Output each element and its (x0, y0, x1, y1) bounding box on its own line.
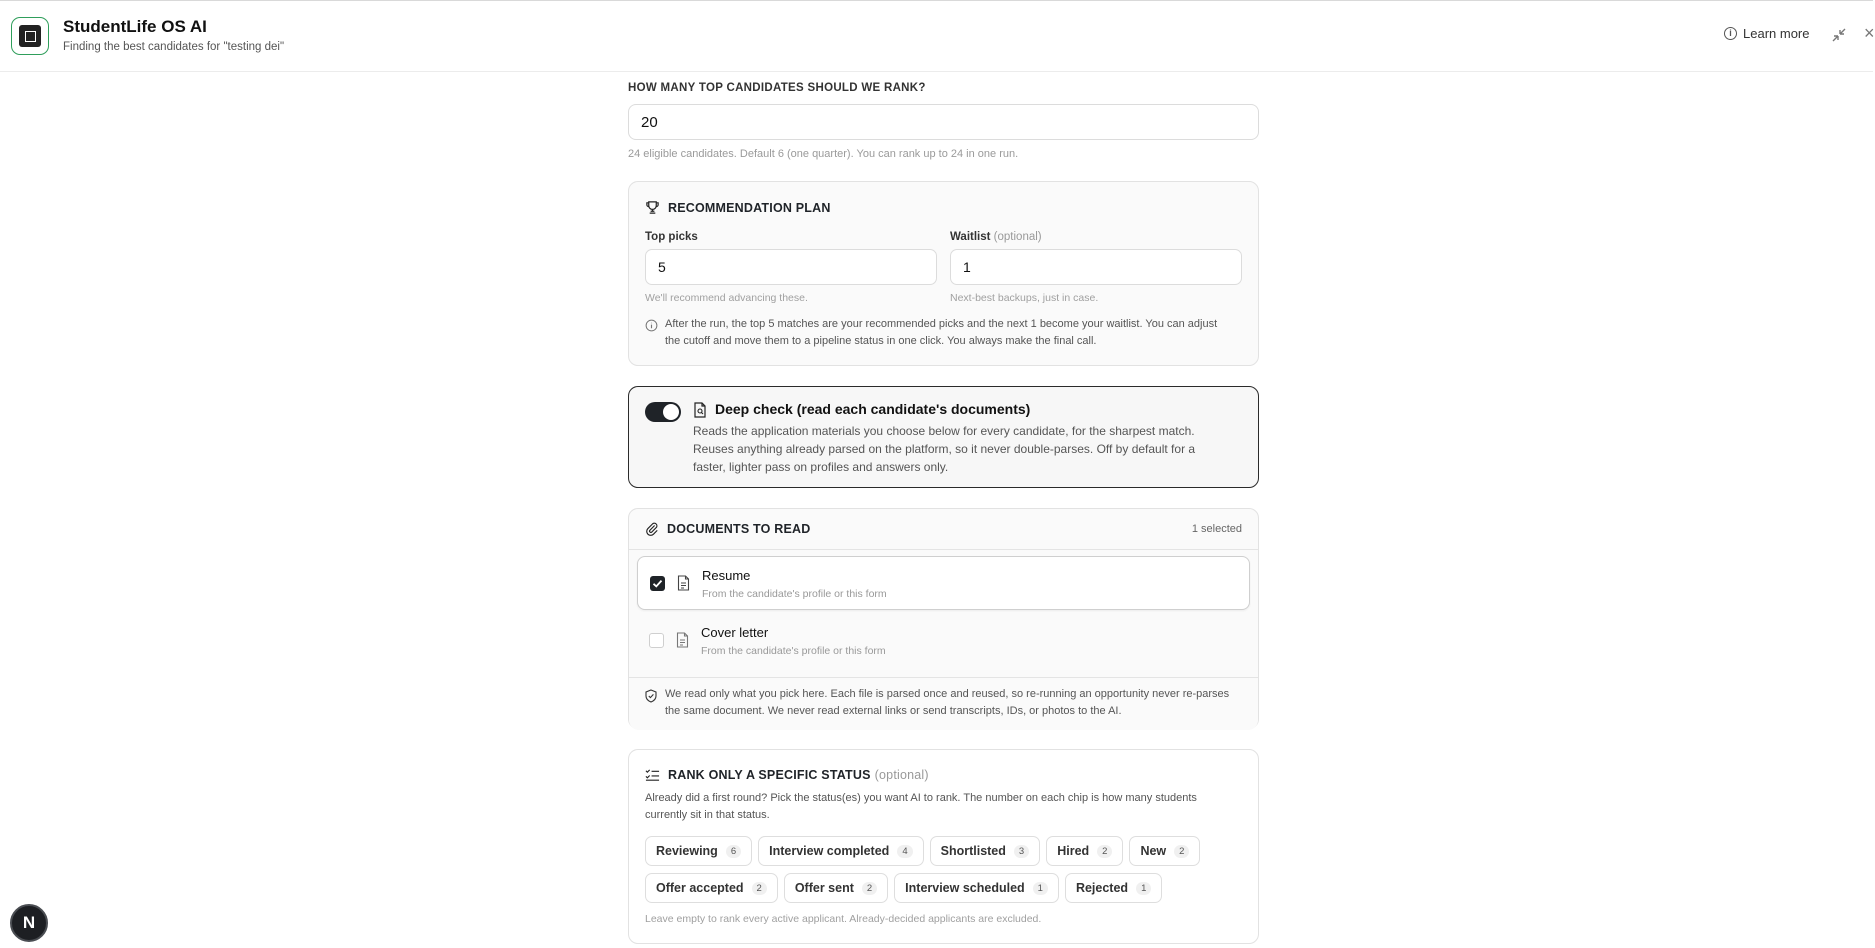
status-chip-count: 2 (1097, 845, 1112, 858)
rank-count-hint: 24 eligible candidates. Default 6 (one quarter). You can rank up to 24 in one run. (628, 148, 1019, 160)
learn-more-label: Learn more (1743, 26, 1810, 41)
documents-card (628, 508, 1259, 729)
status-chip[interactable] (1065, 873, 1162, 903)
top-picks-label: Top picks (645, 231, 698, 243)
status-chip-label: Offer sent (794, 881, 854, 895)
status-chip-label: Offer accepted (656, 881, 744, 895)
status-chip[interactable] (784, 873, 888, 903)
recommendation-plan-title: RECOMMENDATION PLAN (668, 200, 831, 215)
documents-title: DOCUMENTS TO READ (667, 522, 811, 536)
documents-heading (645, 522, 810, 536)
status-chip-count: 1 (1033, 882, 1048, 895)
document-icon (676, 632, 689, 648)
shield-check-icon (645, 689, 657, 703)
status-chip[interactable] (1046, 836, 1123, 866)
resume-source: From the candidate's profile or this form (702, 588, 887, 600)
cover-letter-label: Cover letter (701, 625, 769, 640)
status-chip-row (645, 873, 1245, 903)
rank-count-input[interactable]: 20 (628, 104, 1259, 140)
status-chip[interactable] (894, 873, 1059, 903)
status-filter-hint: Leave empty to rank every active applicant. Already-decided applicants are excluded. (645, 913, 1042, 925)
recommendation-plan-heading (645, 200, 831, 215)
waitlist-input[interactable]: 1 (950, 249, 1242, 285)
app-logo (11, 17, 49, 55)
status-chips (645, 836, 1245, 910)
rank-count-label: HOW MANY TOP CANDIDATES SHOULD WE RANK? (628, 82, 926, 94)
selected-count: 1 selected (1191, 523, 1242, 535)
status-chip-label: Reviewing (656, 844, 718, 858)
status-filter-description: Already did a first round? Pick the status(es) you want AI to rank. The number on each chip is how many students currently sit in that status. (645, 792, 1197, 821)
list-check-icon (645, 768, 660, 782)
app-title: StudentLife OS AI (63, 17, 207, 36)
recommendation-plan-card (628, 181, 1259, 366)
status-chip-label: Interview completed (769, 844, 890, 858)
status-chip[interactable] (645, 836, 752, 866)
status-chip-count: 4 (897, 845, 912, 858)
status-chip[interactable] (645, 873, 778, 903)
status-chip[interactable] (758, 836, 923, 866)
status-filter-card (628, 749, 1259, 944)
resume-checkbox[interactable] (650, 576, 665, 591)
close-icon[interactable]: × (1864, 23, 1875, 43)
deep-check-toggle[interactable] (645, 402, 681, 422)
status-chip-label: Rejected (1075, 881, 1129, 895)
document-option-resume[interactable] (637, 556, 1250, 610)
status-chip-label: Hired (1057, 844, 1090, 858)
document-icon (677, 575, 690, 591)
status-chip-label: Interview scheduled (905, 881, 1025, 895)
top-picks-hint: We'll recommend advancing these. (645, 292, 808, 304)
learn-more-link[interactable] (1724, 26, 1809, 41)
status-chip-count: 2 (862, 882, 877, 895)
document-search-icon (693, 402, 707, 418)
status-chip-label: Shortlisted (940, 844, 1006, 858)
plan-note: After the run, the top 5 matches are your recommended picks and the next 1 become your waitlist. You can adjust the cutoff and move them to a pipeline status in one click. You always make the final call. (665, 318, 1218, 347)
cover-letter-source: From the candidate's profile or this form (701, 645, 886, 657)
status-chip[interactable] (930, 836, 1041, 866)
collapse-icon[interactable] (1830, 26, 1848, 44)
documents-note: We read only what you pick here. Each file is parsed once and reused, so re-running an opportunity never re-parses the same document. We never read external links or send transcripts, IDs, or photos to the AI. (629, 677, 1258, 730)
next-devtools-button[interactable]: N (10, 904, 48, 942)
status-filter-title: RANK ONLY A SPECIFIC STATUS (668, 768, 871, 782)
check-icon (650, 576, 665, 591)
status-chip-row (645, 836, 1245, 866)
status-chip-count: 1 (1136, 882, 1151, 895)
info-icon: i (1724, 27, 1737, 40)
status-chip-count: 2 (1174, 845, 1189, 858)
trophy-icon (645, 200, 660, 215)
header (0, 1, 1873, 72)
waitlist-label: Waitlist (optional) (950, 231, 1042, 243)
status-filter-heading (645, 768, 929, 782)
status-filter-optional: (optional) (874, 768, 929, 782)
deep-check-description: Reads the application materials you choose below for every candidate, for the sharpest match. Reuses anything already parsed on the platform, so it never double-parses. Off by default for a faster, lighter pass on profiles and answers only. (693, 424, 1196, 474)
deep-check-card[interactable] (628, 386, 1259, 488)
waitlist-hint: Next-best backups, just in case. (950, 292, 1099, 304)
paperclip-icon (645, 522, 659, 536)
deep-check-title: Deep check (read each candidate's documents) (715, 401, 1031, 417)
status-chip-label: New (1140, 844, 1167, 858)
status-chip-count: 6 (726, 845, 741, 858)
app-subtitle: Finding the best candidates for "testing dei" (63, 41, 285, 53)
resume-label: Resume (702, 568, 751, 583)
status-chip[interactable] (1129, 836, 1200, 866)
top-picks-input[interactable]: 5 (645, 249, 937, 285)
status-chip-count: 2 (752, 882, 767, 895)
info-icon (645, 319, 658, 332)
cover-letter-checkbox[interactable] (649, 633, 664, 648)
status-chip-count: 3 (1014, 845, 1029, 858)
documents-header (629, 509, 1258, 550)
document-option-cover-letter[interactable] (637, 614, 1250, 668)
